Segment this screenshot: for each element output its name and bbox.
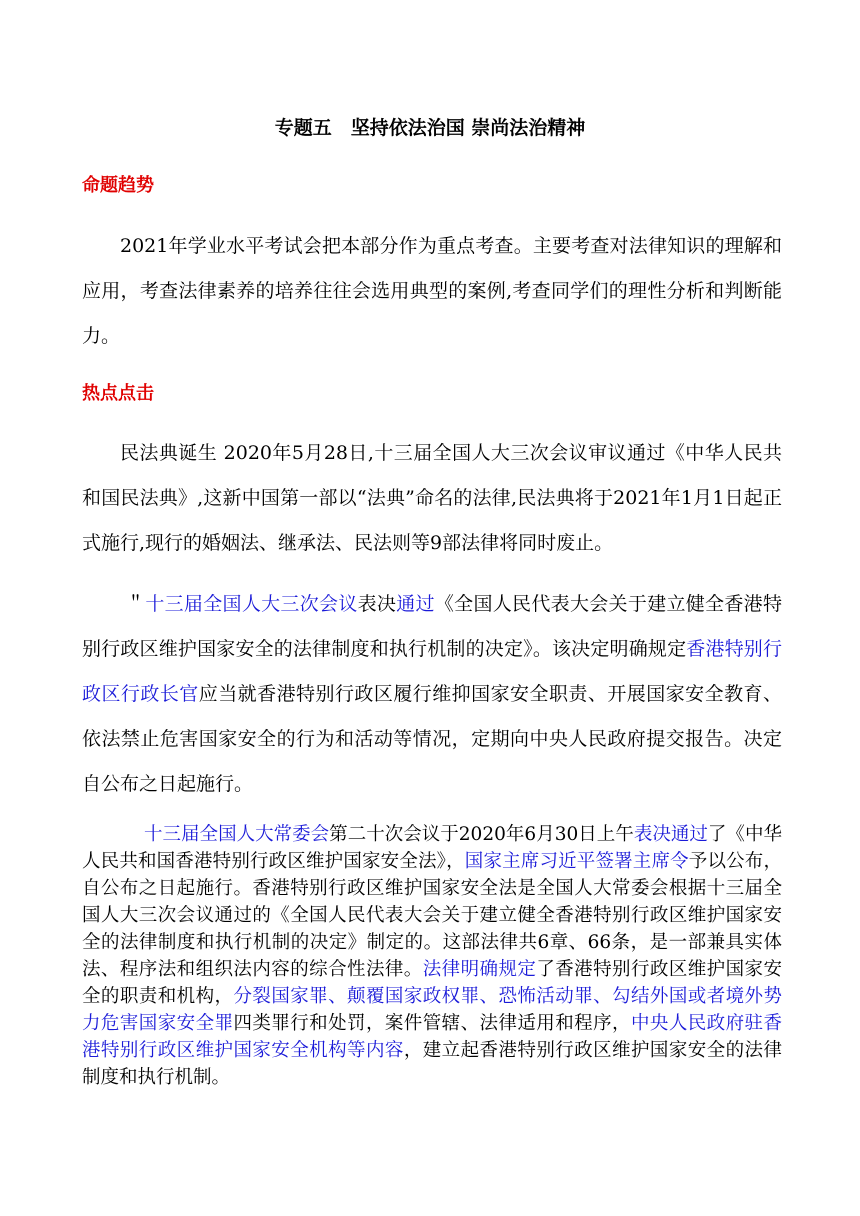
page-title: 专题五 坚持依法治国 崇尚法治精神 <box>274 117 586 139</box>
link-npc-session[interactable]: 十三届全国人大三次会议 <box>145 593 358 615</box>
section-heading-trend: 命题趋势 <box>82 175 154 196</box>
text-segment: 《全国人民代表大会关于建立健全香港特别行政区维护国家安全的法律制度和执行机制的决定》。该决定明确规定 <box>82 593 782 660</box>
text-segment: 第二十次会议于2020年6月30日上午 <box>329 824 634 845</box>
quote-mark: ＂ <box>126 593 146 615</box>
text-segment: 了香港特别行政区维护国家安全的职责和机构， <box>82 959 782 1007</box>
text-segment: 予以公布，自公布之日起施行。香港特别行政区维护国家安全法是全国人大常委会根据十三届全国人大三次会议通过的《全国人民代表大会关于建立健全香港特别行政区维护国家安全的法律制度和执行机制的决定》制定的。这部法律共6章、66条，是一部兼具实体法、程序法和组织法内容的综合性法律。 <box>82 851 782 980</box>
text-segment: 四类罪行和处罚，案件管辖、法律适用和程序， <box>233 1013 631 1034</box>
civil-code-paragraph: 民法典诞生 2020年5月28日,十三届全国人大三次会议审议通过《中华人民共和国民法典》,这新中国第一部以“法典”命名的法律,民法典将于2021年1月1日起正式施行,现行的婚姻法、继承法、民法则等9部法律将同时废止。 <box>82 442 782 554</box>
link-security-office[interactable]: 中央人民政府驻香港特别行政区维护国家安全机构等内容 <box>82 1013 782 1061</box>
national-security-law-paragraph <box>82 821 782 1091</box>
text-segment: 了《中华人民共和国香港特别行政区维护国家安全法》， <box>82 824 782 872</box>
link-president-order[interactable]: 国家主席习近平签署主席令 <box>464 851 689 872</box>
npc-decision-paragraph <box>82 582 782 807</box>
text-segment: ，建立起香港特别行政区维护国家安全的法律制度和执行机制。 <box>82 1040 782 1088</box>
text-segment: 应当就香港特别行政区履行维抑国家安全职责、开展国家安全教育、依法禁止危害国家安全的行为和活动等情况，定期向中央人民政府提交报告。决定自公布之日起施行。 <box>82 683 782 795</box>
section-heading-hotspot: 热点点击 <box>82 383 154 404</box>
trend-paragraph: 2021年学业水平考试会把本部分作为重点考查。主要考查对法律知识的理解和应用，考查法律素养的培养往往会选用典型的案例,考查同学们的理性分析和判断能力。 <box>82 235 782 347</box>
text-segment: 表决 <box>357 593 397 615</box>
link-npc-standing-committee[interactable]: 十三届全国人大常委会 <box>144 824 330 845</box>
link-four-crimes[interactable]: 分裂国家罪、颠覆国家政权罪、恐怖活动罪、勾结外国或者境外势力危害国家安全罪 <box>82 986 782 1034</box>
link-vote-passed[interactable]: 表决通过 <box>633 824 708 845</box>
link-law-stipulates[interactable]: 法律明确规定 <box>422 959 537 980</box>
link-passed[interactable]: 通过 <box>396 593 435 615</box>
link-chief-executive[interactable]: 香港特别行政区行政长官 <box>82 638 782 705</box>
